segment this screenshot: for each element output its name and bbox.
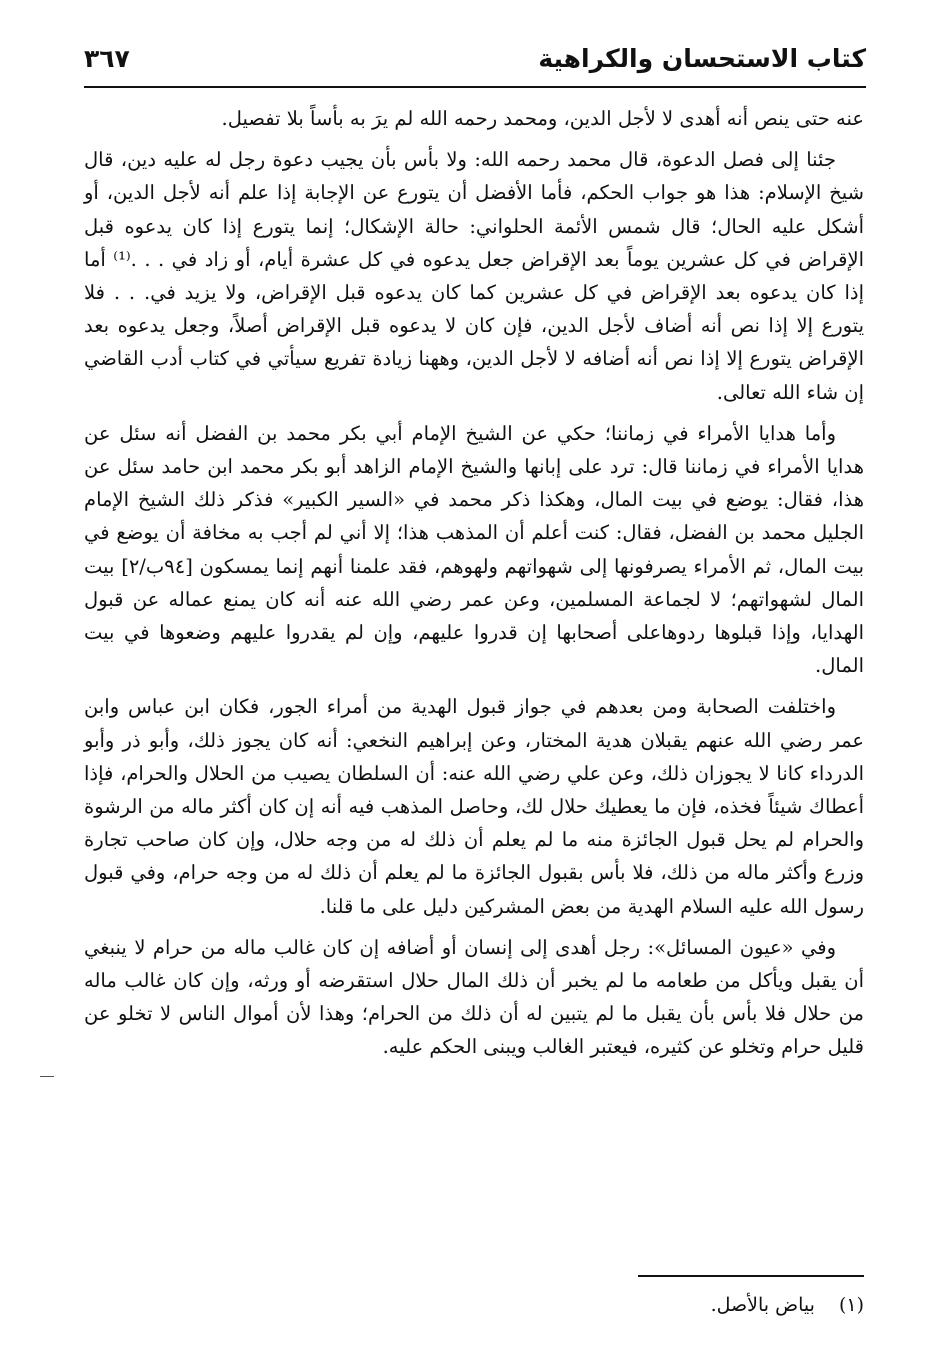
footnote [711,1290,864,1320]
page-header [84,38,866,86]
footnote-rule [638,1275,864,1277]
header-rule [84,86,866,88]
paragraph-companions-dispute: واختلفت الصحابة ومن بعدهم في جواز قبول الهدية من أمراء الجور، فكان ابن عباس وابن عمر رضي الله عنهم يقبلان هدية المختار، وعن إبراهيم النخعي: أنه كان يجوز ذلك، وأبو ذر وأبو الدرداء كانا لا يجوزان ذلك، وعن علي رضي الله عنه: أن السلطان يصيب من الحلال والحرام، فإذا أعطاك شيئاً فخذه، فإن ما يعطيك حلال لك، وحاصل المذهب فيه أنه إن كان أكثر ماله من الرشوة والحرام لم يحل قبول الجائزة منه ما لم يعلم أن ذلك له من وجه حلال، وإن كان صاحب تجارة وزرع وأكثر ماله من ذلك، فلا بأس بقبول الجائزة ما لم يعلم أن ذلك له من وجه حرام، وفي قبول رسول الله عليه السلام الهدية من بعض المشركين دليل على ما قلنا. [84,695,864,918]
paragraph-invitation: جئنا إلى فصل الدعوة، قال محمد رحمه الله: ولا بأس بأن يجيب دعوة رجل له عليه دين، قال شيخ الإسلام: هذا هو جواب الحكم، فأما الأفضل أن يتورع عن الإجابة إذا علم أنه لأجل الدين، أو أشكل عليه الحال؛ قال شمس الأئمة الحلواني: حالة الإشكال؛ إنما يتورع إذا كان يدعوه قبل الإقراض في كل عشرين يوماً بعد الإقراض جعل يدعوه في كل عشرة أيام، أو زاد في . . .⁽¹⁾ أما إذا كان يدعوه بعد الإقراض في كل عشرين كما كان يدعوه قبل الإقراض، ولا يزيد في. . . فلا يتورع إلا إذا نص أنه أضاف لأجل الدين، فإن كان لا يدعوه قبل الإقراض أصلاً، وجعل يدعوه بعد الإقراض يتورع إلا إذا نص أنه أضافه لا لأجل الدين، وههنا زيادة تفريع سيأتي في كتاب أدب القاضي إن شاء الله تعالى. [84,148,865,404]
running-title: كتاب الاستحسان والكراهية [538,44,866,73]
margin-mark [40,1076,54,1077]
paragraph-continuation: عنه حتى ينص أنه أهدى لا لأجل الدين، ومحمد رحمه الله لم يرَ به بأساً بلا تفصيل. [221,107,864,130]
paragraph-gifts-of-rulers: وأما هدايا الأمراء في زماننا؛ حكي عن الشيخ الإمام أبي بكر محمد بن الفضل أنه سئل عن هدايا الأمراء في زماننا قال: ترد على إبانها والشيخ الإمام الزاهد أبو بكر محمد ابن حامد سئل عن هذا، فقال: يوضع في بيت المال، وهكذا ذكر محمد في «السير الكبير» فذكر ذلك الشيخ الإمام الجليل محمد بن الفضل، فقال: كنت أعلم أن المذهب هذا؛ إلا أني لم أجب به مخافة أن يوضع في بيت المال، ثم الأمراء يصرفونها إلى شهواتهم ولهوهم، فقد علمنا أنهم إنما يمسكون [٩٤ب/٢] بيت المال لشهواتهم؛ لا لجماعة المسلمين، وعن عمر رضي الله عنه أنه كان يمنع عماله عن قبول الهدايا، وإذا قبلوها ردوهاعلى أصحابها إن قدروا عليهم، وإن لم يقدروا عليهم وضعوها في بيت المال. [84,421,865,678]
footnote-text: بياض بالأصل. [710,1294,815,1316]
footnote-marker: (١) [838,1294,864,1316]
page-number: ٣٦٧ [84,44,130,73]
paragraph-uyun-al-masail: وفي «عيون المسائل»: رجل أهدى إلى إنسان أو أضافه إن كان غالب ماله من حرام لا ينبغي أن يقبل ويأكل من طعامه ما لم يخبر أن ذلك المال حلال استقرضه أو ورثه، وإن كان غالب ماله من حلال فلا بأس بأن يقبل ما لم يتبين له أن ذلك من الحرام؛ وهذا لأن أموال الناس لا تخلو عن قليل حرام وتخلو عن كثيره، فيعتبر الغالب ويبنى الحكم عليه. [84,935,864,1059]
main-text [84,102,864,1072]
